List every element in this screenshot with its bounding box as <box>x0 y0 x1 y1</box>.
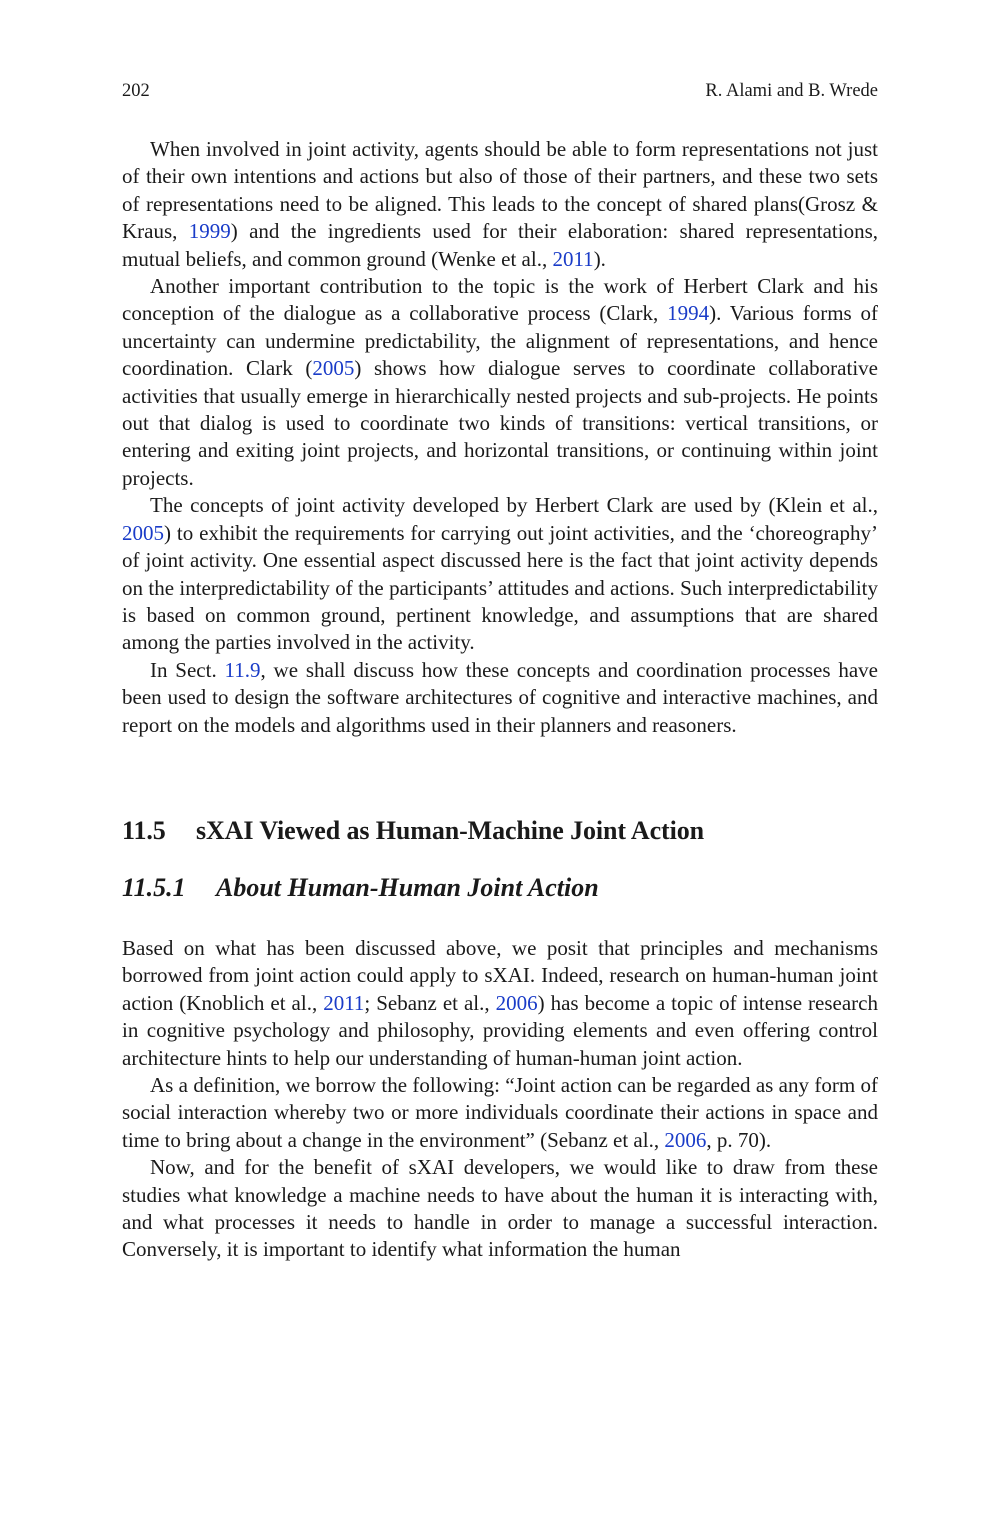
paragraph: In Sect. 11.9, we shall discuss how these concepts and coordination processes have been used to design the software architectures of cognitive and interactive machines, and report on the models and algorithms used in their planners and reasoners. <box>122 657 878 737</box>
paragraph: The concepts of joint activity developed by Herbert Clark are used by (Klein et al., 2005) to exhibit the requirements for carrying out joint activities, and the ‘choreography’ of joint activity. One essential aspect discussed here is the fact that joint activity depends on the interpredictability of the participants’ attitudes and actions. Such interpredictability is based on common ground, pertinent knowledge, and assumptions that are shared among the parties involved in the activity. <box>122 493 878 655</box>
paragraph: As a definition, we borrow the following: “Joint action can be regarded as any form of social interaction whereby two or more individuals coordinate their actions in space and time to bring about a change in the environment” (Sebanz et al., 2006, p. 70). <box>122 1072 878 1152</box>
section-number: 11.5 <box>122 815 166 845</box>
citation-link[interactable]: 1999 <box>188 219 231 244</box>
paragraph: Another important contribution to the topic is the work of Herbert Clark and his conception of the dialogue as a collaborative process (Clark, 1994). Various forms of uncertainty can undermine predictability, the alignment of representations, and hence coordination. Clark (2005) shows how dialogue serves to coordinate collaborative activities that usually emerge in hierarchically nested projects and sub-projects. He points out that dialog is used to coordinate two kinds of transitions: vertical transitions, or entering and exiting joint projects, and horizontal transitions, or continuing within joint projects. <box>122 274 878 490</box>
author-header: R. Alami and B. Wrede <box>705 81 878 101</box>
citation-link[interactable]: 2006 <box>495 990 538 1015</box>
intro-block <box>122 136 878 739</box>
paragraph: Based on what has been discussed above, we posit that principles and mechanisms borrowed from joint action could apply to sXAI. Indeed, research on human-human joint action (Knoblich et al., 2011; Sebanz et al., 2006) has become a topic of intense research in cognitive psychology and philosophy, providing elements and even offering control architecture hints to help our understanding of human-human joint action. <box>122 935 878 1070</box>
page-number: 202 <box>122 81 150 101</box>
citation-link[interactable]: 2006 <box>664 1127 707 1152</box>
running-head <box>122 78 878 104</box>
citation-link[interactable]: 1994 <box>667 301 710 326</box>
page <box>122 78 878 1264</box>
citation-link[interactable]: 2011 <box>323 990 365 1015</box>
section-heading <box>122 814 878 848</box>
citation-link[interactable]: 2005 <box>122 520 164 545</box>
section-title: sXAI Viewed as Human-Machine Joint Action <box>196 815 704 845</box>
subsection-title: About Human-Human Joint Action <box>216 872 599 902</box>
citation-link[interactable]: 2011 <box>552 246 594 271</box>
section-body <box>122 935 878 1264</box>
paragraph: When involved in joint activity, agents should be able to form representations not just of their own intentions and actions but also of those of their partners, and these two sets of representations need to be aligned. This leads to the concept of shared plans(Grosz & Kraus, 1999) and the ingredients used for their elaboration: shared representations, mutual beliefs, and common ground (Wenke et al., 2011). <box>122 137 878 271</box>
subsection-heading <box>122 871 878 905</box>
section-link[interactable]: 11.9 <box>224 657 261 682</box>
citation-link[interactable]: 2005 <box>312 356 355 381</box>
paragraph: Now, and for the benefit of sXAI developers, we would like to draw from these studies what knowledge a machine needs to have about the human it is interacting with, and what processes it needs to handle in order to manage a successful interaction. Conversely, it is important to identify what information the human <box>122 1155 878 1262</box>
subsection-number: 11.5.1 <box>122 872 186 902</box>
